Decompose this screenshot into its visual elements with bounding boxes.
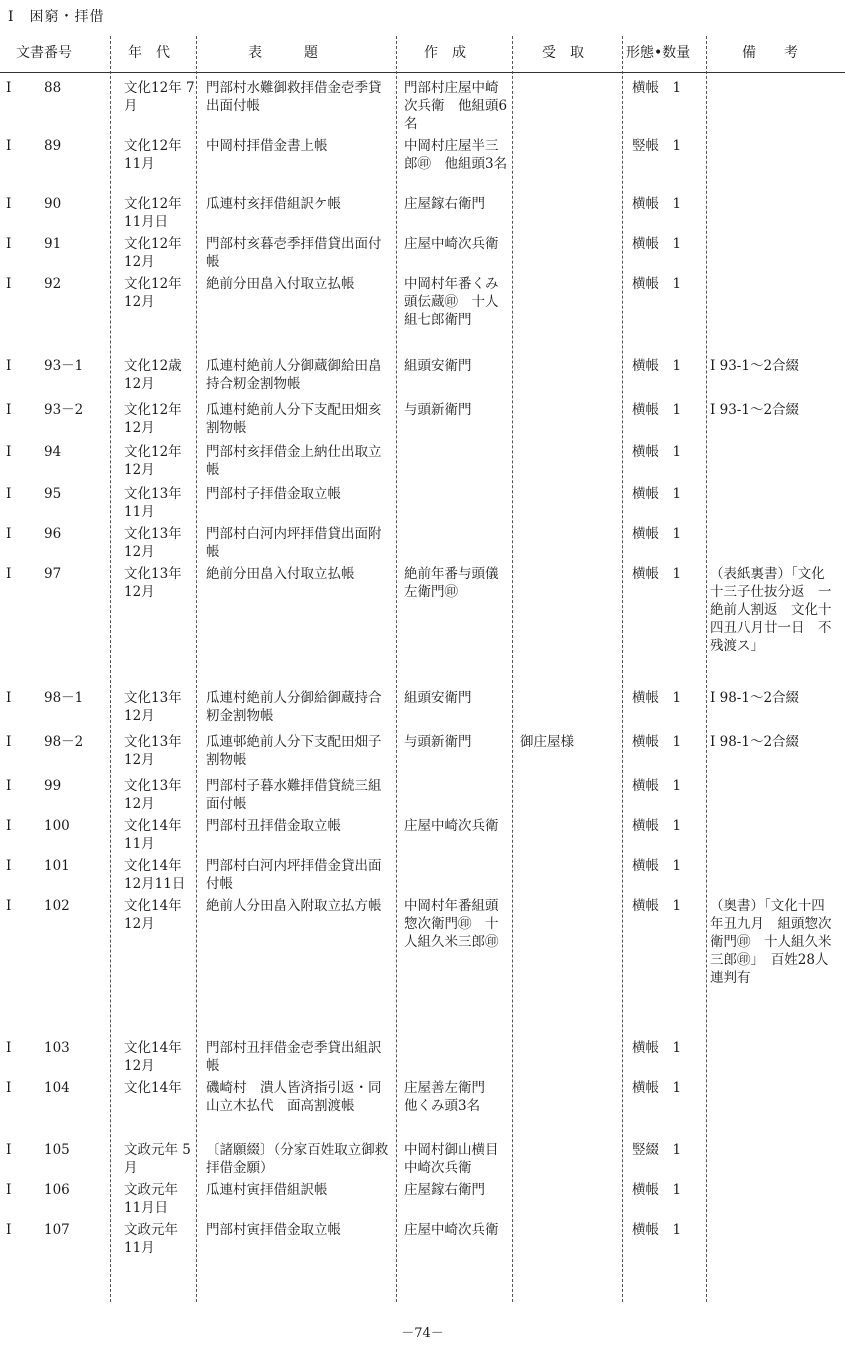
row-prefix: I [6,1142,12,1158]
row-form: 竪綴 1 [632,1142,682,1158]
row-prefix: I [6,898,12,914]
row-date: 文化12年 12月 [124,402,182,436]
table-row [0,1215,845,1259]
row-number: 100 [44,818,70,834]
row-prefix: I [6,858,12,874]
row-number: 94 [44,444,62,460]
row-author: 中岡村年番くみ頭伝蔵㊞ 十人組七郎衛門 [404,276,499,328]
row-number: 98－2 [44,734,84,750]
header-note: 備 考 [742,45,798,61]
row-date: 文化13年 12月 [124,734,182,768]
section-title: I 困窮・拝借 [8,9,105,25]
row-form: 横帳 1 [632,818,682,834]
row-author: 中岡村御山横目中崎次兵衛 [404,1142,499,1176]
header-title: 表 題 [248,45,318,61]
table-row [0,727,845,771]
row-title: 瓜連邨絶前人分下支配田畑子割物帳 [206,734,382,768]
column-divider [110,36,111,1302]
row-form: 横帳 1 [632,1080,682,1096]
row-title: 瓜連村寅拝借組訳帳 [206,1182,328,1198]
row-number: 91 [44,236,62,252]
row-author: 庄屋中崎次兵衛 [404,1222,499,1238]
row-title: 門部村亥拝借金上納仕出取立帳 [206,444,382,478]
row-title: 中岡村拝借金書上帳 [206,138,328,154]
table-row [0,479,845,519]
row-title: 絶前分田畠入付取立払帳 [206,276,355,292]
header-form: 形態•数量 [626,45,691,61]
row-form: 横帳 1 [632,486,682,502]
table-row [0,683,845,727]
row-author: 中岡村庄屋半三郎㊞ 他組頭3名 [404,138,508,172]
row-number: 105 [44,1142,70,1158]
row-form: 横帳 1 [632,80,682,96]
row-number: 95 [44,486,62,502]
row-date: 文化12歳 12月 [124,358,182,392]
row-title: 門部村亥暮壱季拝借貸出面付帳 [206,236,382,270]
row-note: （奥書）「文化十四年丑九月 組頭惣次衛門㊞ 十人組久米三郎㊞」 百姓28人連判有 [710,898,832,986]
table-row [0,229,845,269]
row-title: 門部村子暮水難拝借貸続三組面付帳 [206,778,382,812]
row-date: 文化13年 12月 [124,526,182,560]
table-header [0,36,845,73]
row-date: 文化14年 12月 [124,1040,182,1074]
row-number: 101 [44,858,70,874]
row-form: 横帳 1 [632,526,682,542]
table-row [0,437,845,479]
row-date: 文化14年 12月 [124,898,182,932]
row-author: 庄屋中崎次兵衛 [404,818,499,834]
row-form: 横帳 1 [632,402,682,418]
row-date: 文化12年 11月 [124,138,182,172]
row-number: 103 [44,1040,70,1056]
row-author: 庄屋中崎次兵衛 [404,236,499,252]
table-row [0,131,845,189]
table-row [0,851,845,891]
row-prefix: I [6,444,12,460]
row-date: 文政元年 11月日 [124,1182,178,1216]
table-row [0,73,845,131]
row-author: 門部村庄屋中崎次兵衛 他組頭6名 [404,80,508,132]
row-prefix: I [6,138,12,154]
row-prefix: I [6,1040,12,1056]
row-prefix: I [6,566,12,582]
row-number: 106 [44,1182,70,1198]
row-date: 文化13年 12月 [124,566,182,600]
row-prefix: I [6,1222,12,1238]
row-title: 門部村丑拝借金壱季貸出組訳帳 [206,1040,382,1074]
row-prefix: I [6,778,12,794]
row-prefix: I [6,486,12,502]
row-form: 横帳 1 [632,898,682,914]
row-date: 文化13年 11月 [124,486,182,520]
table-row [0,1135,845,1175]
table-row [0,269,845,351]
row-author: 中岡村年番組頭惣次衛門㊞ 十人組久米三郎㊞ [404,898,499,950]
row-number: 99 [44,778,62,794]
row-date: 文化12年 7月 [124,80,195,114]
row-date: 文政元年 5月 [124,1142,191,1176]
table-row [0,771,845,811]
row-form: 横帳 1 [632,1222,682,1238]
row-number: 97 [44,566,62,582]
row-title: 門部村子拝借金取立帳 [206,486,341,502]
row-title: 瓜連村亥拝借組訳ケ帳 [206,196,341,212]
row-form: 竪帳 1 [632,138,682,154]
row-form: 横帳 1 [632,196,682,212]
row-date: 文化13年 12月 [124,690,182,724]
row-prefix: I [6,690,12,706]
row-date: 文化12年 12月 [124,444,182,478]
row-date: 文化12年 11月日 [124,196,182,230]
row-number: 96 [44,526,62,542]
row-number: 89 [44,138,62,154]
row-title: 瓜連村絶前人分御給御蔵持合籾金割物帳 [206,690,382,724]
row-author: 絶前年番与頭儀左衛門㊞ [404,566,499,600]
row-form: 横帳 1 [632,858,682,874]
row-title: 瓜連村絶前人分下支配田畑亥割物帳 [206,402,382,436]
row-prefix: I [6,1080,12,1096]
row-title: 門部村白河内坪拝借金貸出面付帳 [206,858,382,892]
row-author: 庄屋鎵右衛門 [404,1182,485,1198]
row-number: 93－1 [44,358,84,374]
row-date: 文化14年 11月 [124,818,182,852]
header-doc-no: 文書番号 [16,45,72,61]
row-form: 横帳 1 [632,778,682,794]
table-row [0,1073,845,1135]
row-title: 〔諸願綴〕（分家百姓取立御救拝借金願） [206,1142,389,1176]
row-form: 横帳 1 [632,236,682,252]
row-prefix: I [6,734,12,750]
catalog-table [0,36,845,1259]
row-number: 98－1 [44,690,84,706]
row-number: 102 [44,898,70,914]
row-prefix: I [6,526,12,542]
column-divider [396,36,397,1302]
row-prefix: I [6,402,12,418]
table-row [0,519,845,559]
row-prefix: I [6,358,12,374]
column-divider [512,36,513,1302]
row-date: 文化14年 [124,1080,182,1096]
row-date: 文政元年 11月 [124,1222,178,1256]
row-note: I 93-1～2合綴 [710,358,800,374]
table-row [0,395,845,437]
row-prefix: I [6,196,12,212]
row-number: 93－2 [44,402,84,418]
row-prefix: I [6,1182,12,1198]
column-divider [706,36,707,1302]
row-title: 絶前人分田畠入附取立払方帳 [206,898,382,914]
row-date: 文化13年 12月 [124,778,182,812]
row-title: 門部村寅拝借金取立帳 [206,1222,341,1238]
row-number: 107 [44,1222,70,1238]
row-note: （表紙裏書）「文化十三子仕抜分返 一絶前人割返 文化十四丑八月廿一日 不残渡ス」 [710,566,832,654]
row-note: I 93-1～2合綴 [710,402,800,418]
table-row [0,1033,845,1073]
table-row [0,559,845,683]
row-author: 庄屋鎵右衛門 [404,196,485,212]
table-row [0,1175,845,1215]
row-form: 横帳 1 [632,444,682,460]
row-prefix: I [6,80,12,96]
row-prefix: I [6,818,12,834]
row-recipient: 御庄屋様 [520,734,574,750]
row-date: 文化14年 12月11日 [124,858,186,892]
row-prefix: I [6,236,12,252]
table-row [0,891,845,1033]
row-form: 横帳 1 [632,1182,682,1198]
row-form: 横帳 1 [632,1040,682,1056]
row-form: 横帳 1 [632,690,682,706]
table-row [0,189,845,229]
column-divider [622,36,623,1302]
table-row [0,351,845,395]
row-form: 横帳 1 [632,566,682,582]
row-title: 磯崎村 潰人皆済指引返・同山立木払代 面高割渡帳 [206,1080,382,1114]
row-title: 門部村丑拝借金取立帳 [206,818,341,834]
row-number: 88 [44,80,62,96]
row-prefix: I [6,276,12,292]
page-number: －74－ [401,1326,444,1341]
column-divider [196,36,197,1302]
header-author: 作 成 [424,45,466,61]
row-form: 横帳 1 [632,276,682,292]
row-note: I 98-1～2合綴 [710,734,800,750]
row-title: 瓜連村絶前人分御蔵御給田畠持合籾金割物帳 [206,358,382,392]
row-form: 横帳 1 [632,358,682,374]
header-date: 年 代 [128,45,170,61]
row-date: 文化12年 12月 [124,236,182,270]
row-number: 90 [44,196,62,212]
row-form: 横帳 1 [632,734,682,750]
row-author: 組頭安衛門 [404,690,472,706]
row-title: 絶前分田畠入付取立払帳 [206,566,355,582]
row-author: 庄屋善左衛門 他くみ頭3名 [404,1080,499,1114]
row-author: 与頭新衛門 [404,734,472,750]
row-number: 92 [44,276,62,292]
row-number: 104 [44,1080,70,1096]
row-title: 門部村白河内坪拝借貸出面附帳 [206,526,382,560]
row-title: 門部村水難御救拝借金壱季貸出面付帳 [206,80,382,114]
row-author: 与頭新衛門 [404,402,472,418]
row-date: 文化12年 12月 [124,276,182,310]
row-author: 組頭安衛門 [404,358,472,374]
table-row [0,811,845,851]
header-recipient: 受 取 [542,45,584,61]
row-note: I 98-1～2合綴 [710,690,800,706]
